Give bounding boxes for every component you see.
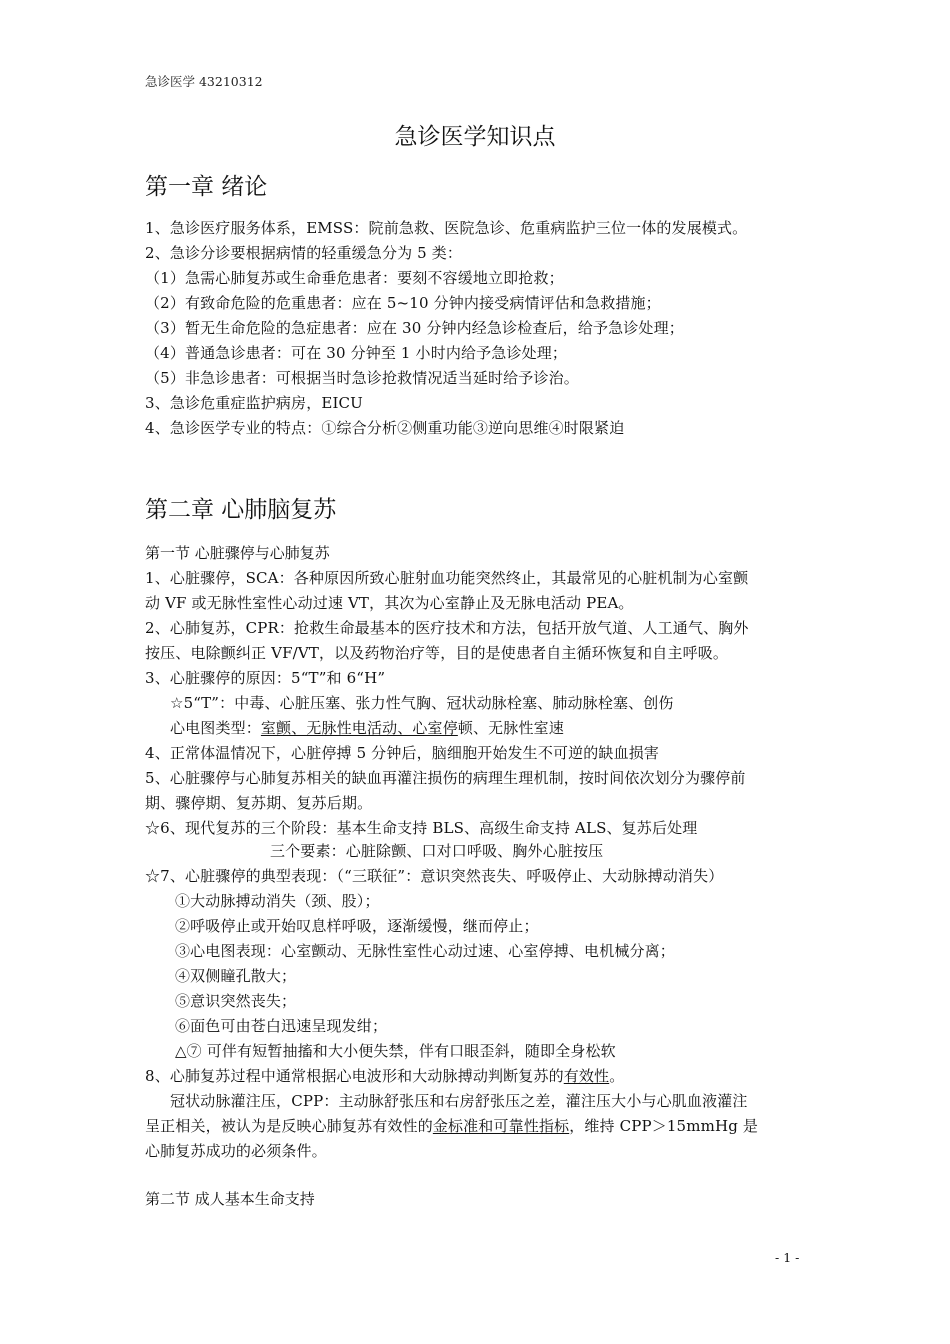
chapter-2-heading: 第二章 心肺脑复苏 — [145, 497, 337, 523]
document-title: 急诊医学知识点 — [394, 124, 556, 150]
cpp-line — [145, 1115, 758, 1136]
ch1-line: 4、急诊医学专业的特点：①综合分析②侧重功能③逆向思维④时限紧迫 — [145, 419, 625, 437]
cpp-text: 呈正相关，被认为是反映心肺复苏有效性的 — [145, 1117, 433, 1135]
ch2-line: △⑦ 可伴有短暂抽搐和大小便失禁，伴有口眼歪斜，随即全身松软 — [175, 1042, 616, 1060]
ch1-line: （4）普通急诊患者：可在 30 分钟至 1 小时内给予急诊处理； — [145, 344, 568, 362]
ecg-types-label: 心电图类型： — [170, 719, 261, 737]
effectiveness-text: 8、心肺复苏过程中通常根据心电波形和大动脉搏动判断复苏的 — [145, 1067, 564, 1085]
page-number: - 1 - — [775, 1250, 800, 1265]
ch2-line: 按压、电除颤纠正 VF/VT，以及药物治疗等，目的是使患者自主循环恢复和自主呼吸。 — [145, 644, 729, 662]
ch2-line: ☆5“T”：中毒、心脏压塞、张力性气胸、冠状动脉栓塞、肺动脉栓塞、创伤 — [170, 694, 674, 712]
ch2-line: 3、心脏骤停的原因：5“T”和 6“H” — [145, 669, 386, 687]
ch2-line: 1、心脏骤停，SCA：各种原因所致心脏射血功能突然终止，其最常见的心脏机制为心室颤 — [145, 569, 749, 587]
ch1-line: （2）有致命危险的危重患者：应在 5~10 分钟内接受病情评估和急救措施； — [145, 294, 661, 312]
ch1-line: （3）暂无生命危险的急症患者：应在 30 分钟内经急诊检查后，给予急诊处理； — [145, 319, 684, 337]
ch2-line: ③心电图表现：心室颤动、无脉性室性心动过速、心室停搏、电机械分离； — [175, 942, 675, 960]
ch2-line: 冠状动脉灌注压，CPP：主动脉舒张压和右房舒张压之差，灌注压大小与心肌血液灌注 — [170, 1092, 748, 1110]
cpp-underlined: 金标准和可靠性指标 — [432, 1117, 570, 1135]
ecg-types-rest: 顿、无脉性室速 — [457, 719, 564, 737]
ch2-line: ④双侧瞳孔散大； — [175, 967, 297, 985]
ch2-line: 动 VF 或无脉性室性心动过速 VT，其次为心室静止及无脉电活动 PEA。 — [145, 594, 634, 612]
chapter-1-heading: 第一章 绪论 — [145, 174, 268, 200]
ch2-line: 5、心脏骤停与心肺复苏相关的缺血再灌注损伤的病理生理机制，按时间依次划分为骤停前 — [145, 769, 746, 787]
effectiveness-end: 。 — [609, 1067, 625, 1085]
ch1-line: （5）非急诊患者：可根据当时急诊抢救情况适当延时给予诊治。 — [145, 369, 579, 387]
ch2-line: 2、心肺复苏，CPR：抢救生命最基本的医疗技术和方法，包括开放气道、人工通气、胸外 — [145, 619, 749, 637]
ch2-line: ⑤意识突然丧失； — [175, 992, 297, 1010]
effectiveness-line — [145, 1065, 624, 1086]
ch2-line: 期、骤停期、复苏期、复苏后期。 — [145, 794, 373, 812]
section-2-heading: 第二节 成人基本生命支持 — [145, 1190, 315, 1208]
ch2-line: ②呼吸停止或开始叹息样呼吸，逐渐缓慢，继而停止； — [175, 917, 539, 935]
ch2-line: 三个要素：心脏除颤、口对口呼吸、胸外心脏按压 — [270, 842, 604, 860]
section-1-heading: 第一节 心脏骤停与心肺复苏 — [145, 544, 330, 562]
effectiveness-underlined: 有效性 — [563, 1067, 610, 1085]
ch2-line: ①大动脉搏动消失（颈、股）； — [175, 892, 380, 910]
ch1-line: 1、急诊医疗服务体系，EMSS：院前急救、医院急诊、危重病监护三位一体的发展模式。 — [145, 219, 748, 237]
ch2-line: ⑥面色可由苍白迅速呈现发绀； — [175, 1017, 388, 1035]
ch2-line: ☆7、心脏骤停的典型表现：（“三联征”：意识突然丧失、呼吸停止、大动脉搏动消失） — [145, 867, 724, 885]
ch1-line: 3、急诊危重症监护病房，EICU — [145, 394, 363, 412]
ch1-line: （1）急需心肺复苏或生命垂危患者：要刻不容缓地立即抢救； — [145, 269, 564, 287]
ch1-line: 2、急诊分诊要根据病情的轻重缓急分为 5 类： — [145, 244, 463, 262]
ecg-types-underlined: 室颤、无脉性电活动、心室停 — [260, 719, 458, 737]
ch2-line: ☆6、现代复苏的三个阶段：基本生命支持 BLS、高级生命支持 ALS、复苏后处理 — [145, 819, 698, 837]
ch2-line: 心肺复苏成功的必须条件。 — [145, 1142, 327, 1160]
cpp-end: ，维持 CPP＞15mmHg 是 — [569, 1117, 759, 1135]
ecg-types-line — [170, 717, 564, 738]
running-header: 急诊医学 43210312 — [145, 74, 263, 89]
ch2-line: 4、正常体温情况下，心脏停搏 5 分钟后，脑细胞开始发生不可逆的缺血损害 — [145, 744, 660, 762]
